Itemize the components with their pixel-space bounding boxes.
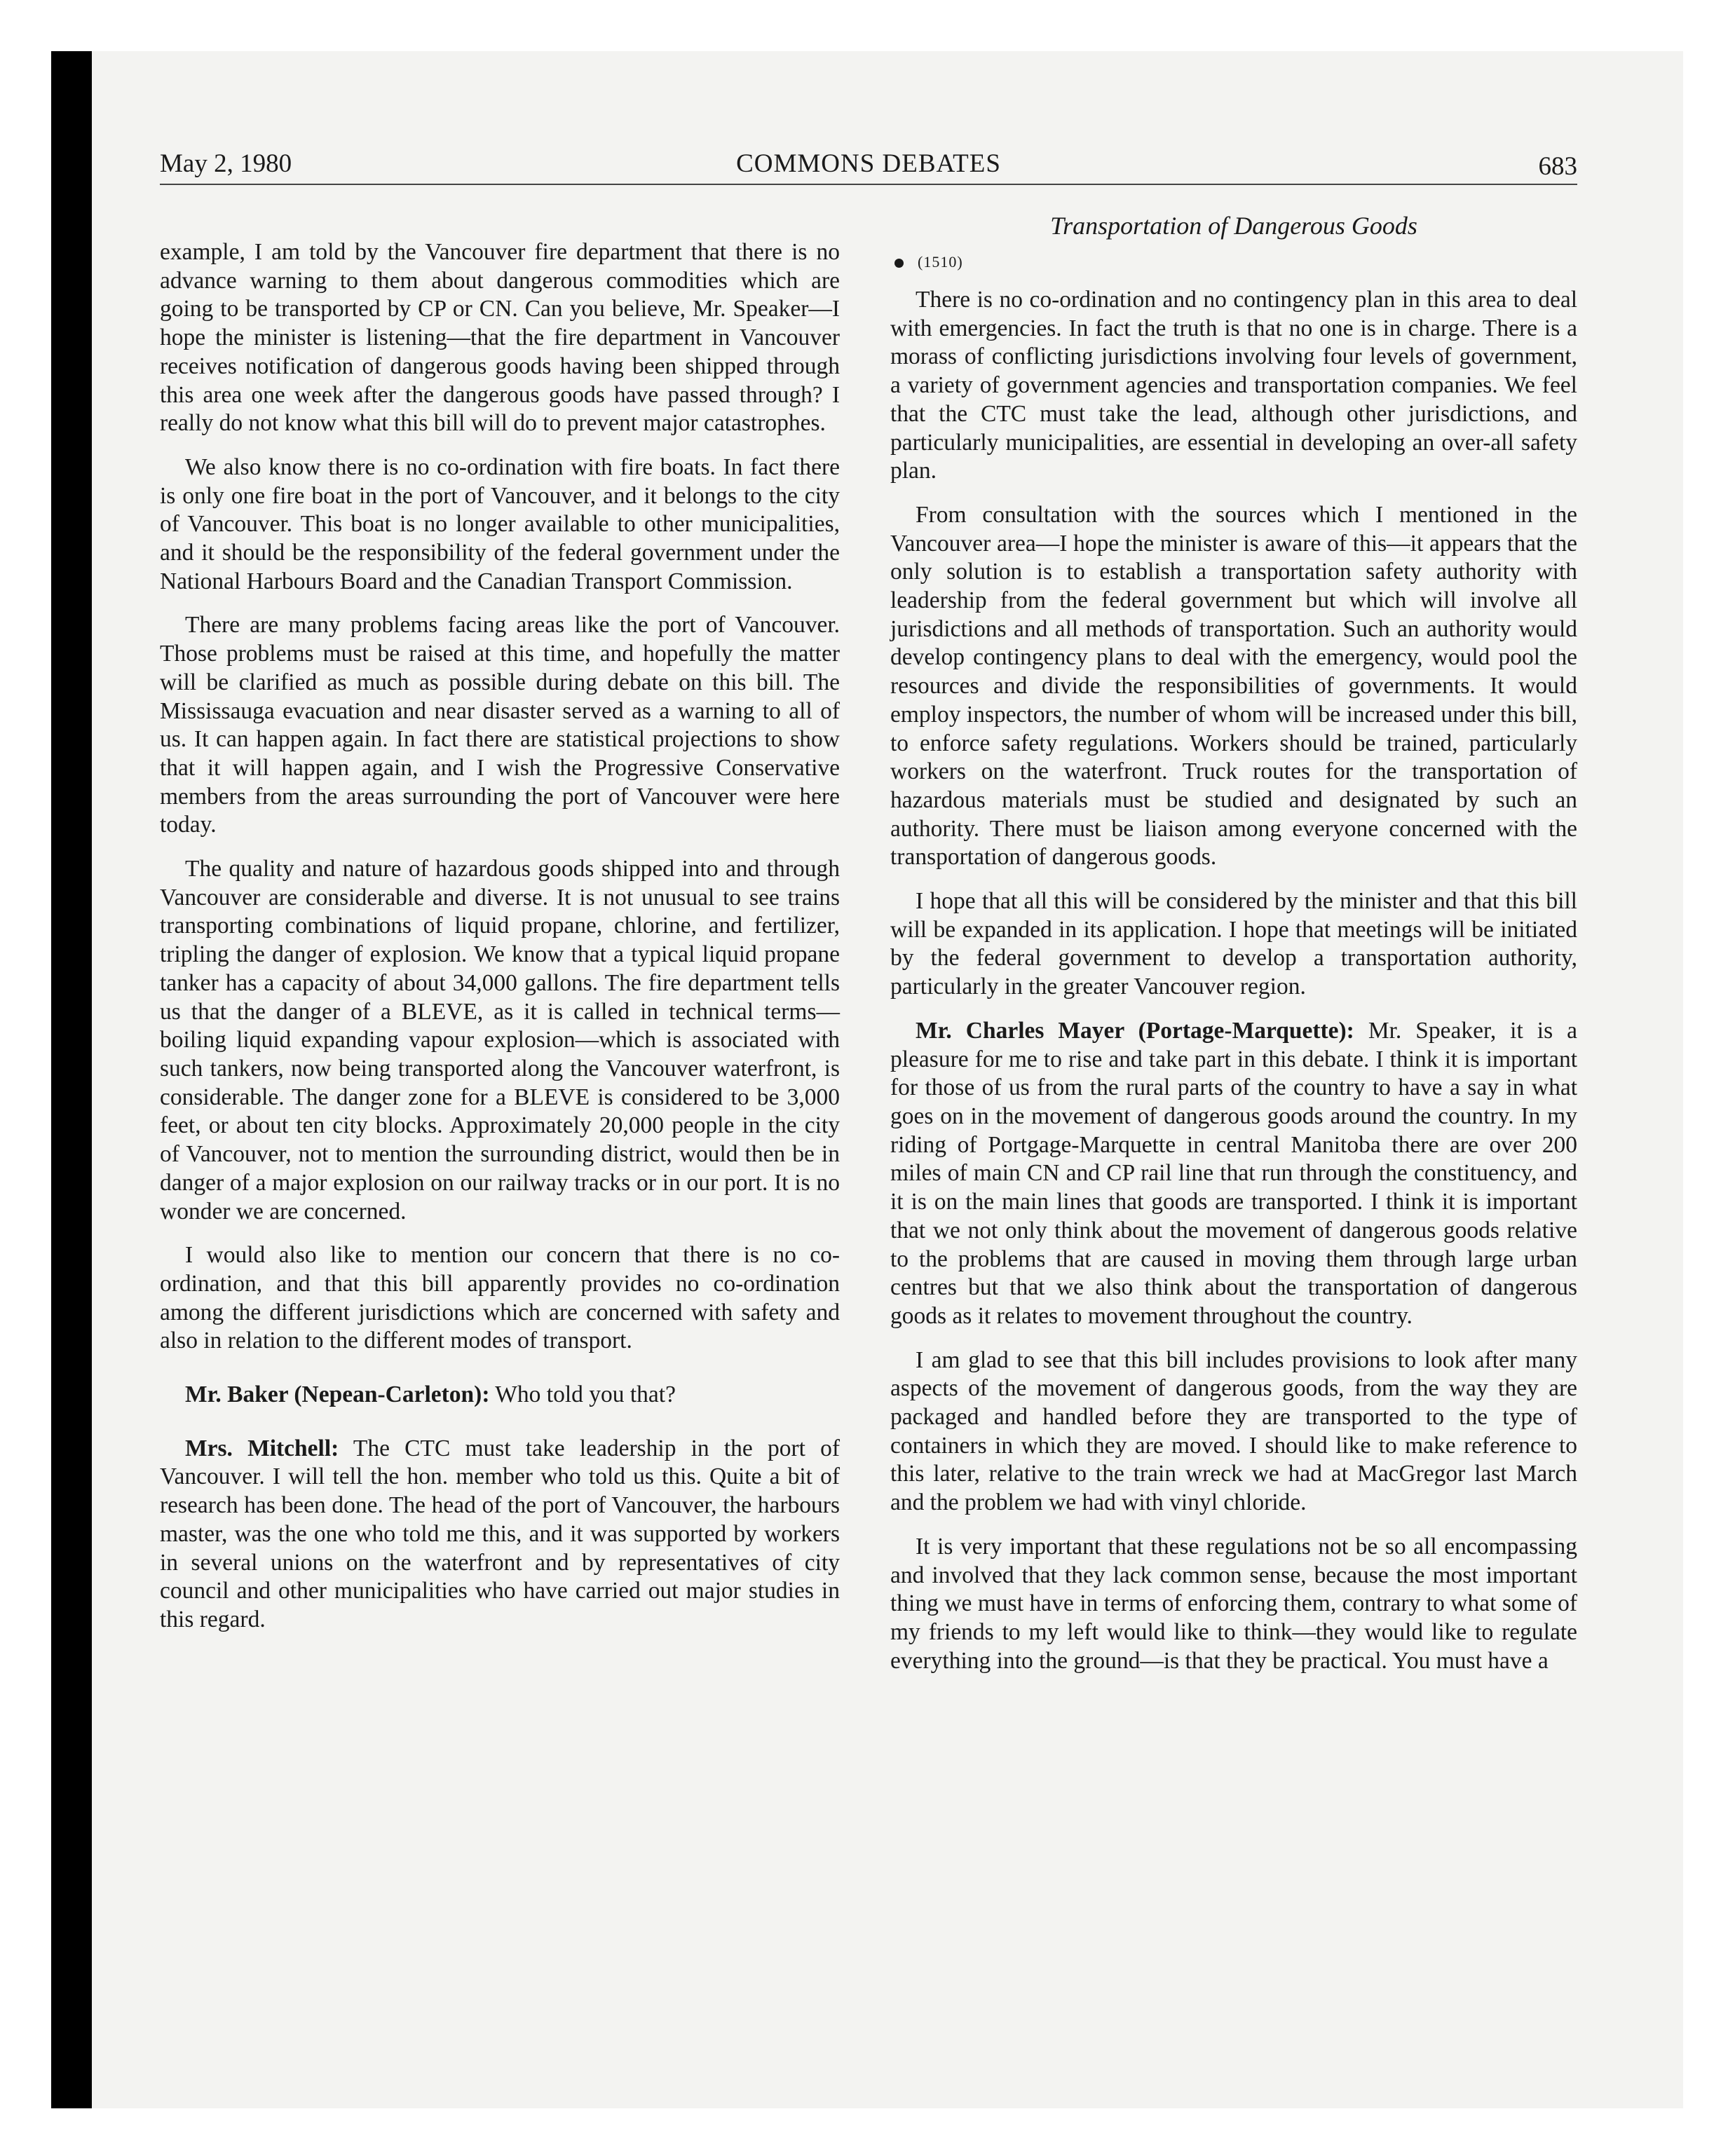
publication-title: COMMONS DEBATES xyxy=(736,149,1001,178)
paragraph: example, I am told by the Vancouver fire department that there is no advance warning to them about dangerous commodities which are going to be transported by CP or CN. Can you believe, Mr. Speaker—I hope the minister is listening—that the fire department in Vancouver receives notification of dangerous goods having been shipped through this area one week after the dangerous goods have passed through? I really do not know what this bill will do to prevent major catastrophes. xyxy=(160,239,840,437)
speech-text: The CTC must take leadership in the port of Vancouver. I will tell the hon. member who told us this. Quite a bit of research has been done. The head of the port of Vancouver, the harbours master, was the one who told me this, and it was supported by workers in several unions on the waterfront and by representatives of city council and other municipalities who have carried out major studies in this regard. xyxy=(160,1435,841,1632)
speech-text: Who told you that? xyxy=(489,1381,676,1408)
speaker-name: Mr. Charles Mayer (Portage-Marquette): xyxy=(916,1017,1354,1044)
page-number: 683 xyxy=(1538,152,1577,181)
paragraph: I am glad to see that this bill includes provisions to look after many aspects of the movement of dangerous goods, from the way they are packaged and handled before they are transported to the type of containers in which they are moved. I should like to make reference to this later, relative to the train wreck we had at MacGregor last March and the problem we had with vinyl chloride. xyxy=(890,1346,1577,1516)
right-column xyxy=(890,210,1577,1691)
scan-border xyxy=(51,51,92,2108)
header-date: May 2, 1980 xyxy=(160,149,292,178)
paragraph: There is no co-ordination and no contingency plan in this area to deal with emergencies. In fact the truth is that no one is in charge. There is a morass of conflicting jurisdictions involving four levels of government, a variety of government agencies and transportation companies. We feel that the CTC must take the lead, although other jurisdictions, and particularly municipalities, are essential in developing an over-all safety plan. xyxy=(890,287,1577,484)
time-marker-text: (1510) xyxy=(918,253,963,271)
paragraph: The quality and nature of hazardous goods shipped into and through Vancouver are considerable and diverse. It is not unusual to see trains transporting combinations of liquid propane, chlorine, and fertilizer, tripling the danger of explosion. We know that a typical liquid propane tanker has a capacity of about 34,000 gallons. The fire department tells us that the danger of a BLEVE, as it is called in technical terms—boiling liquid expanding vapour explosion—which is associated with such tankers, now being transported along the Vancouver waterfront, is considerable. The danger zone for a BLEVE is considered to be 3,000 feet, or about ten city blocks. Approximately 20,000 people in the city of Vancouver, not to mention the surrounding district, would then be in danger of a major explosion on our railway tracks or in our port. It is no wonder we are concerned. xyxy=(160,856,840,1224)
paragraph: We also know there is no co-ordination with fire boats. In fact there is only one fire boat in the port of Vancouver, and it belongs to the city of Vancouver. This boat is no longer available to other municipalities, and it should be the responsibility of the federal government under the National Harbours Board and the Canadian Transport Commission. xyxy=(160,453,840,594)
speech-baker xyxy=(160,1381,840,1410)
bullet-icon xyxy=(894,259,904,268)
speech-mayer xyxy=(890,1017,1577,1331)
speaker-name: Mrs. Mitchell: xyxy=(185,1435,339,1461)
left-column xyxy=(160,238,840,1650)
paragraph: From consultation with the sources which I mentioned in the Vancouver area—I hope the minister is aware of this—it appears that the only solution is to establish a transportation safety authority with leadership from the federal government but which will involve all jurisdictions and all methods of transportation. Such an authority would develop contingency plans to deal with the emergency, would pool the resources and divide the responsibilities of governments. It would employ inspectors, the number of whom will be increased under this bill, to enforce safety regulations. Workers should be trained, particularly workers on the waterfront. Truck routes for the transportation of hazardous materials must be studied and designated by such an authority. There must be liaison among everyone concerned with the transportation of dangerous goods. xyxy=(890,501,1577,871)
speech-mitchell xyxy=(160,1435,840,1635)
running-head: Transportation of Dangerous Goods xyxy=(1050,212,1417,240)
speech-text: Mr. Speaker, it is a pleasure for me to rise and take part in this debate. I think it is important for those of us from the rural parts of the country to have a say in what goes on in the movement of dangerous goods around the country. In my riding of Portgage-Marquette in central Manitoba there are over 200 miles of main CN and CP rail line that run through the constituency, and it is on the main lines that goods are transported. I think it is important that we not only think about the movement of dangerous goods relative to the problems that are caused in moving them through large urban centres but that we also think about the transportation of dangerous goods as it relates to movement throughout the country. xyxy=(890,1017,1577,1329)
time-marker xyxy=(894,248,1577,276)
paragraph: I would also like to mention our concern that there is no co-ordination, and that this bill apparently provides no co-ordination among the different jurisdictions which are concerned with safety and also in relation to the different modes of transport. xyxy=(160,1242,840,1354)
header-rule xyxy=(160,184,1577,185)
paragraph: It is very important that these regulations not be so all encompassing and involved that they lack common sense, because the most important thing we must have in terms of enforcing them, contrary to what some of my friends to my left would like to think—they would like to regulate everything into the ground—is that they be practical. You must have a xyxy=(890,1533,1577,1674)
paragraph: I hope that all this will be considered by the minister and that this bill will be expanded in its application. I hope that meetings will be initiated by the federal government to develop a transportation authority, particularly in the greater Vancouver region. xyxy=(890,888,1577,1000)
paragraph: There are many problems facing areas like the port of Vancouver. Those problems must be raised at this time, and hopefully the matter will be clarified as much as possible during debate on this bill. The Mississauga evacuation and near disaster served as a warning to all of us. It can happen again. In fact there are statistical projections to show that it will happen again, and I wish the Progressive Conservative members from the areas surrounding the port of Vancouver were here today. xyxy=(160,612,840,838)
page-header xyxy=(160,143,1577,185)
speaker-name: Mr. Baker (Nepean-Carleton): xyxy=(185,1381,490,1408)
